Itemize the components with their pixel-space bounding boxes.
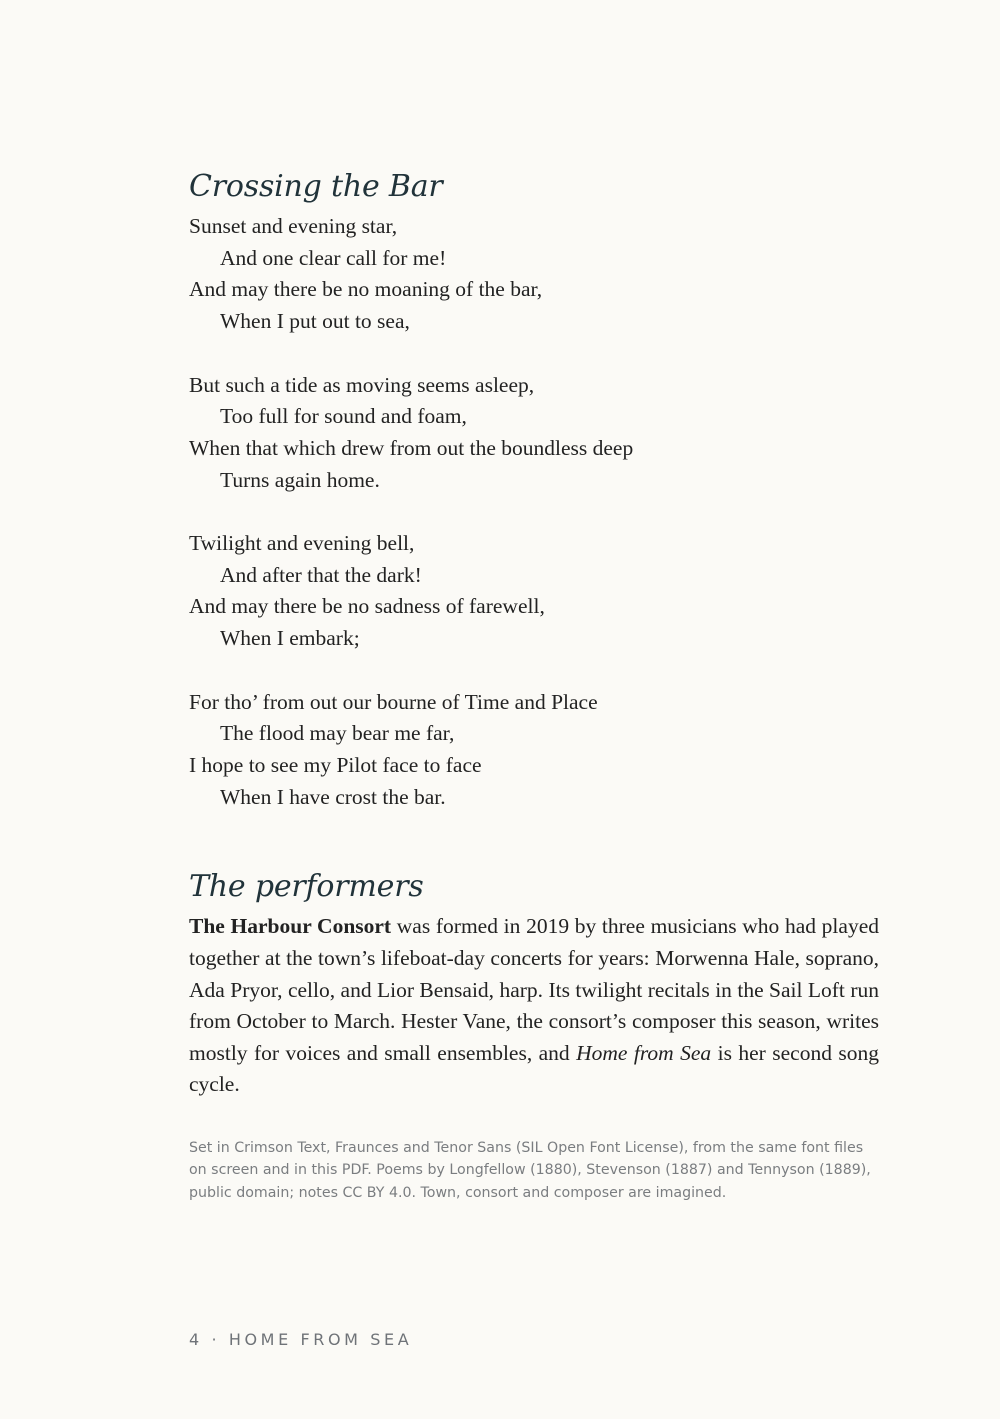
- poem-line-indented: Too full for sound and foam,: [220, 404, 467, 429]
- performers-paragraph: [189, 911, 879, 1101]
- page-content: [189, 165, 879, 1204]
- stanza: [189, 528, 879, 655]
- stanza: [189, 370, 879, 497]
- poem-line-indented: When I put out to sea,: [220, 309, 410, 334]
- poem-line-indented: When I have crost the bar.: [220, 784, 446, 809]
- poem-section: [189, 165, 879, 813]
- poem-line-indented: When I embark;: [220, 626, 360, 651]
- poem-line: I hope to see my Pilot face to face: [189, 752, 482, 777]
- performers-heading: The performers: [189, 869, 424, 905]
- colophon: Set in Crimson Text, Fraunces and Tenor Sans (SIL Open Font License), from the same font files on screen and in this PDF. Poems by Longfellow (1880), Stevenson (1887) and Tennyson (1889), public domain; notes CC BY 4.0. Town, consort and composer are imagined.: [189, 1139, 871, 1201]
- poem-body: [189, 211, 879, 813]
- poem-line-indented: The flood may bear me far,: [220, 721, 455, 746]
- poem-line: For tho’ from out our bourne of Time and Place: [189, 689, 598, 714]
- song-cycle-title: Home from Sea: [576, 1040, 712, 1065]
- footer-separator: ·: [211, 1330, 221, 1349]
- poem-line: And may there be no moaning of the bar,: [189, 277, 543, 302]
- poem-line: But such a tide as moving seems asleep,: [189, 372, 535, 397]
- poem-line-indented: And after that the dark!: [220, 562, 422, 587]
- poem-line: And may there be no sadness of farewell,: [189, 594, 545, 619]
- poem-line: Sunset and evening star,: [189, 214, 398, 238]
- stanza: [189, 687, 879, 814]
- poem-line-indented: Turns again home.: [220, 467, 380, 492]
- performers-closing-text: is her second song cycle.: [189, 1040, 879, 1097]
- page-number: 4: [189, 1330, 203, 1349]
- running-title: HOME FROM SEA: [228, 1330, 413, 1349]
- poem-title: Crossing the Bar: [189, 169, 443, 204]
- running-footer: [189, 1330, 412, 1349]
- poem-line: Twilight and evening bell,: [189, 531, 415, 555]
- consort-name: The Harbour Consort: [189, 914, 392, 939]
- poem-line-indented: And one clear call for me!: [220, 245, 447, 270]
- performers-body-text: was formed in 2019 by three musicians who had played together at the town’s lifeboat-day concerts for years: Morwenna Hale, soprano, Ada Pryor, cello, and Lior Bensaid, harp. Its twilight recitals in the Sail Loft run from October to March. Hester Vane, the consort’s composer this season, writes mostly for voices and small ensembles, and: [189, 914, 879, 1065]
- stanza: [189, 211, 879, 338]
- performers-section: [189, 865, 879, 1204]
- poem-line: When that which drew from out the boundless deep: [189, 435, 634, 460]
